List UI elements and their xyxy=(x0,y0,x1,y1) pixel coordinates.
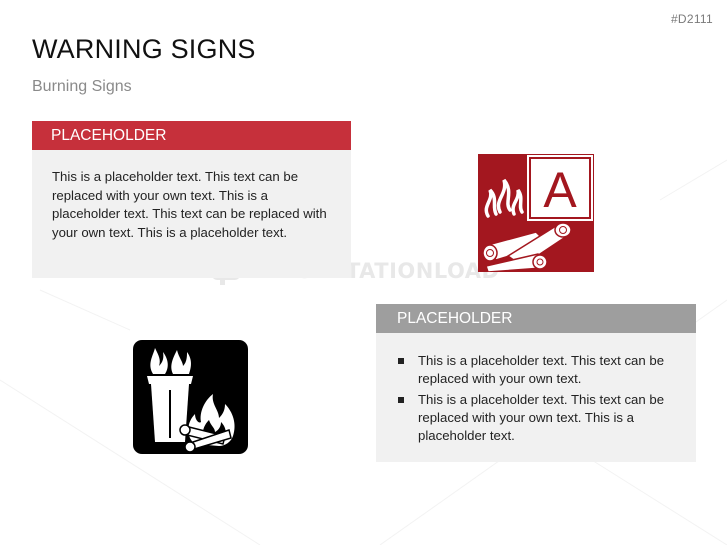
burning-bin-icon xyxy=(133,340,248,454)
bullet-item xyxy=(397,352,674,388)
fire-class-a-icon xyxy=(478,154,594,272)
box1-header: PLACEHOLDER xyxy=(32,121,351,150)
box2-header: PLACEHOLDER xyxy=(376,304,696,333)
slide-id-label: #D2111 xyxy=(670,12,713,26)
class-a-letter: A xyxy=(543,162,577,218)
box2-body xyxy=(376,333,696,462)
bullet-list xyxy=(397,352,674,445)
box1-body: This is a placeholder text. This text can be replaced with your own text. This is a placeholder text. This text can be replaced with your own text. This is a placeholder text. xyxy=(32,150,351,278)
bullet-square-icon xyxy=(398,397,404,403)
page-subtitle: Burning Signs xyxy=(32,78,132,95)
watermark-text: PRESENTATIONLOAD xyxy=(250,259,500,283)
page-title: WARNING SIGNS xyxy=(32,34,256,64)
bullet-text: This is a placeholder text. This text can be replaced with your own text. xyxy=(418,353,665,386)
bullet-text: This is a placeholder text. This text can be replaced with your own text. This is a placeholder text. xyxy=(418,392,665,443)
bullet-item xyxy=(397,391,674,445)
bullet-square-icon xyxy=(398,358,404,364)
